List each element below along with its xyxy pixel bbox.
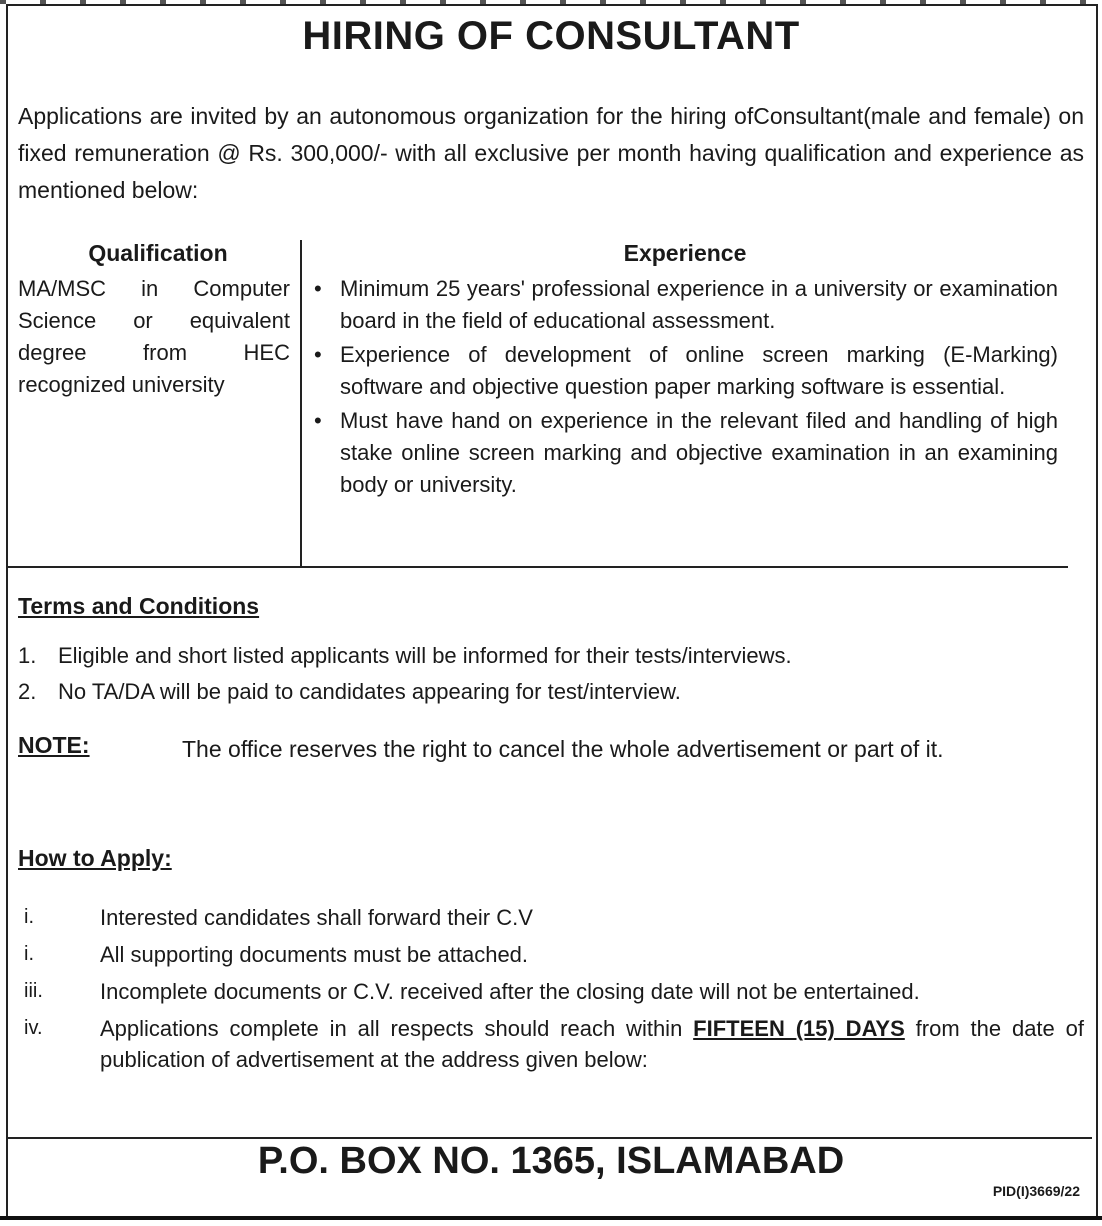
qualification-header: Qualification	[88, 240, 228, 266]
deadline-emphasis: FIFTEEN (15) DAYS	[693, 1016, 905, 1041]
terms-heading: Terms and Conditions	[18, 593, 260, 619]
experience-list	[314, 273, 1058, 503]
terms-list	[18, 638, 792, 710]
apply-item: iv. Applications complete in all respects should reach within FIFTEEN (15) DAYS from the date of publication of advertisement at the address given below:	[24, 1016, 1084, 1072]
bullet-icon: •	[314, 408, 322, 433]
pid-number: PID(I)3669/22	[992, 1183, 1080, 1199]
apply-item: i. All supporting documents must be attached.	[24, 942, 529, 967]
intro-paragraph: Applications are invited by an autonomous organization for the hiring ofConsultant(male and female) on fixed remuneration @ Rs. 300,000/- with all exclusive per month having qualification and experience as mentioned below:	[18, 103, 1084, 203]
apply-item: iii. Incomplete documents or C.V. received after the closing date will not be entertained.	[24, 979, 920, 1004]
apply-item: i. Interested candidates shall forward their C.V	[24, 905, 533, 930]
postal-address: P.O. BOX NO. 1365, ISLAMABAD	[257, 1140, 845, 1182]
table-divider	[300, 240, 302, 566]
apply-heading: How to Apply:	[18, 845, 172, 871]
terms-item: 1. Eligible and short listed applicants will be informed for their tests/interviews.	[18, 643, 792, 668]
ad-title: HIRING OF CONSULTANT	[302, 14, 800, 58]
table-bottom-rule	[8, 566, 1068, 568]
note-label: NOTE:	[18, 732, 90, 758]
bullet-icon: •	[314, 342, 322, 367]
address-top-rule	[8, 1137, 1092, 1139]
apply-list	[18, 902, 1084, 1081]
bottom-border	[0, 1216, 1102, 1220]
experience-item: • Experience of development of online screen marking (E-Marking) software and objective question paper marking software is essential.	[314, 339, 1058, 403]
qualification-text: MA/MSC in Computer Science or equivalent degree from HEC recognized university	[18, 276, 290, 397]
terms-item: 2. No TA/DA will be paid to candidates appearing for test/interview.	[18, 679, 681, 704]
bullet-icon: •	[314, 276, 322, 301]
note-text: The office reserves the right to cancel the whole advertisement or part of it.	[182, 736, 944, 762]
experience-header: Experience	[623, 240, 747, 266]
experience-item: • Minimum 25 years' professional experience in a university or examination board in the field of educational assessment.	[314, 273, 1058, 337]
experience-item: • Must have hand on experience in the relevant filed and handling of high stake online screen marking and objective examination in an examining body or university.	[314, 405, 1058, 501]
